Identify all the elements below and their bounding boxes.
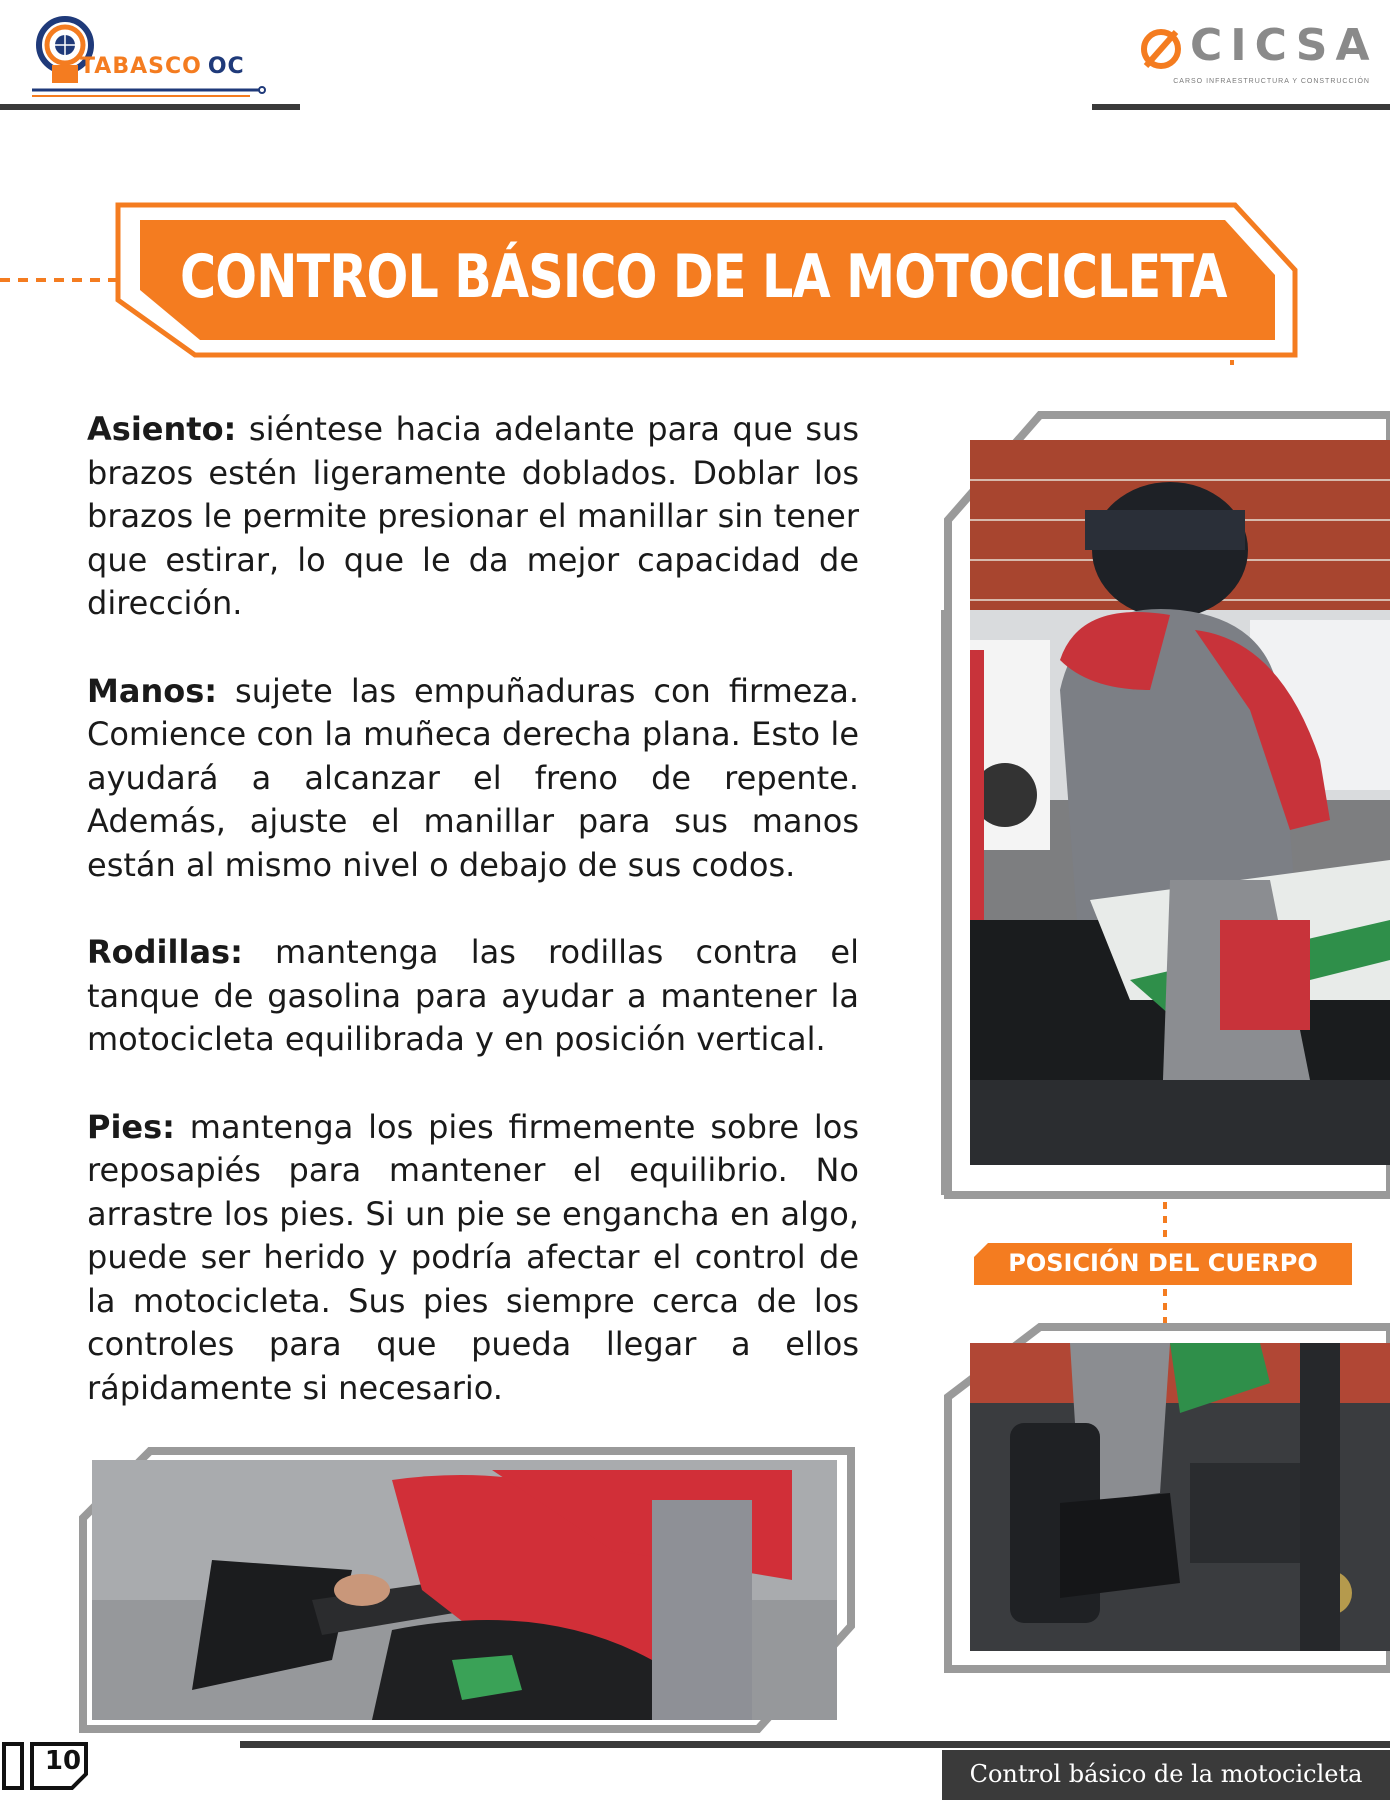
section-asiento (87, 408, 859, 626)
page-number: 10 (44, 1746, 82, 1776)
section-body: mantenga las rodillas contra el tanque de gasolina para ayudar a mantener la motocicleta equilibrada y en posición vertical. (87, 933, 859, 1058)
header-bar-left (0, 104, 300, 110)
rider-photo (970, 440, 1390, 1165)
tabasco-logo-text: TABASCO OC (80, 54, 245, 79)
header-bar-right (1092, 104, 1390, 110)
section-rodillas (87, 931, 859, 1062)
section-pies (87, 1106, 859, 1411)
hands-photo (92, 1460, 837, 1720)
section-body: sujete las empuñaduras con firmeza. Comience con la muñeca derecha plana. Esto le ayudará a alcanzar el freno de repente. Además, ajuste el manillar para sus manos están al mismo nivel o debajo de sus codos. (87, 671, 859, 884)
cicsa-tagline: CARSO INFRAESTRUCTURA Y CONSTRUCCIÓN (1173, 78, 1370, 85)
instructions-text (87, 408, 859, 1454)
page-title: CONTROL BÁSICO DE LA MOTOCICLETA (180, 242, 1227, 312)
section-body: siéntese hacia adelante para que sus brazos estén ligeramente doblados. Doblar los brazos le permite presionar el manillar sin tener que estirar, lo que le da mejor capacidad de dirección. (87, 410, 859, 622)
photo-label-text: POSICIÓN DEL CUERPO (1008, 1249, 1318, 1277)
cicsa-logo-mark (1136, 22, 1186, 72)
connector-dots-top (1155, 1200, 1175, 1242)
section-heading: Rodillas: (87, 933, 243, 971)
section-heading: Pies: (87, 1107, 175, 1146)
footer-bar (240, 1741, 1390, 1748)
feet-photo (970, 1343, 1390, 1651)
footer-section-title: Control básico de la motocicleta (969, 1760, 1363, 1788)
section-manos (87, 670, 859, 888)
section-heading: Manos: (87, 671, 218, 710)
cicsa-logo-text: CICSA (1190, 20, 1378, 71)
section-body: mantenga los pies firmemente sobre los reposapiés para mantener el equilibrio. No arrastre los pies. Si un pie se engancha en algo, puede ser herido y podría afectar el control de la motocicleta. Sus pies siempre cerca de los controles para que pueda llegar a ellos rápidamente si necesario. (87, 1107, 859, 1407)
section-heading: Asiento: (87, 410, 237, 448)
connector-dots-bottom (1155, 1287, 1175, 1327)
